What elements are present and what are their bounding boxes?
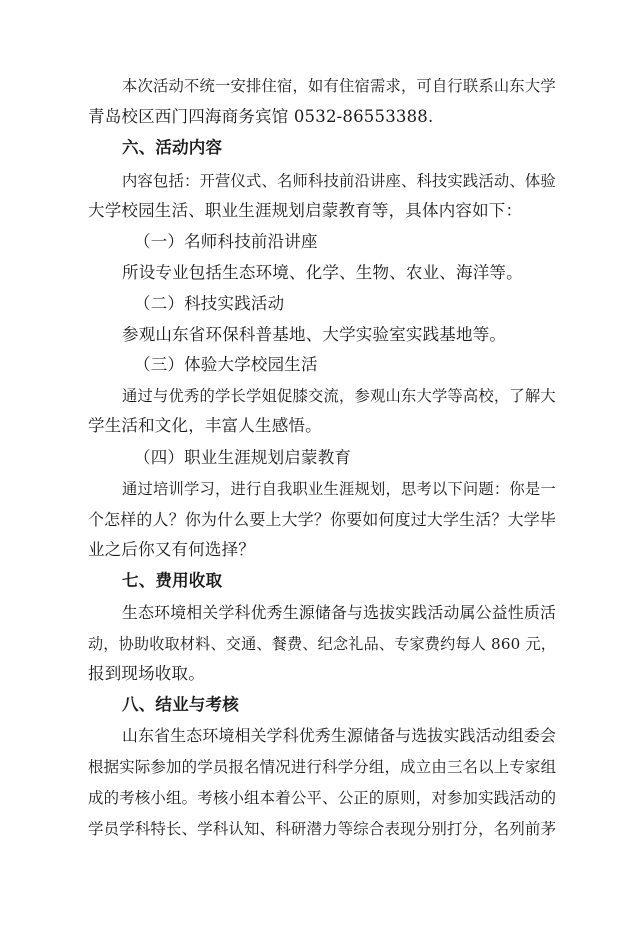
paragraph-line: 通过与优秀的学长学姐促膝交流，参观山东大学等高校，了解大 <box>122 387 556 405</box>
paragraph-line: 参观山东省环保科普基地、大学实验室实践基地等。 <box>122 325 507 344</box>
subsection-heading: （三）体验大学校园生活 <box>134 355 318 374</box>
paragraph-line: 成的考核小组。考核小组本着公平、公正的原则，对参加实践活动的 <box>88 789 557 807</box>
paragraph-line: 个怎样的人？你为什么要上大学？你要如何度过大学生活？大学毕 <box>88 510 556 529</box>
paragraph-line: 根据实际参加的学员报名情况进行科学分组，成立由三名以上专家组 <box>88 758 557 776</box>
paragraph-line: 报到现场收取。 <box>88 664 205 683</box>
paragraph-line: 动，协助收取材料、交通、餐费、纪念礼品、专家费约每人 860 元， <box>88 635 557 653</box>
paragraph-line: 青岛校区西门四海商务宾馆 0532-86553388. <box>88 107 434 126</box>
paragraph-line: 业之后你又有何选择？ <box>88 540 255 559</box>
paragraph-line: 学生活和文化，丰富人生感悟。 <box>88 416 322 435</box>
paragraph-line: 生态环境相关学科优秀生源储备与选拔实践活动属公益性质活 <box>122 603 557 622</box>
section-heading: 七、费用收取 <box>122 571 223 590</box>
paragraph-line: 本次活动不统一安排住宿，如有住宿需求，可自行联系山东大学 <box>122 77 556 95</box>
section-heading: 六、活动内容 <box>122 138 223 157</box>
paragraph-line: 所设专业包括生态环境、化学、生物、农业、海洋等。 <box>122 263 523 282</box>
paragraph-line: 学员学科特长、学科认知、科研潜力等综合表现分别打分，名列前茅 <box>88 820 557 838</box>
paragraph-line: 内容包括：开营仪式、名师科技前沿讲座、科技实践活动、体验 <box>122 172 556 190</box>
subsection-heading: （一）名师科技前沿讲座 <box>134 232 318 251</box>
paragraph-line: 山东省生态环境相关学科优秀生源储备与选拔实践活动组委会 <box>122 726 557 745</box>
paragraph-line: 通过培训学习，进行自我职业生涯规划，思考以下问题：你是一 <box>122 480 556 498</box>
paragraph-line: 大学校园生活、职业生涯规划启蒙教育等，具体内容如下： <box>88 201 523 220</box>
section-heading: 八、结业与考核 <box>122 695 239 714</box>
subsection-heading: （二）科技实践活动 <box>134 294 285 313</box>
subsection-heading: （四）职业生涯规划启蒙教育 <box>134 448 352 467</box>
